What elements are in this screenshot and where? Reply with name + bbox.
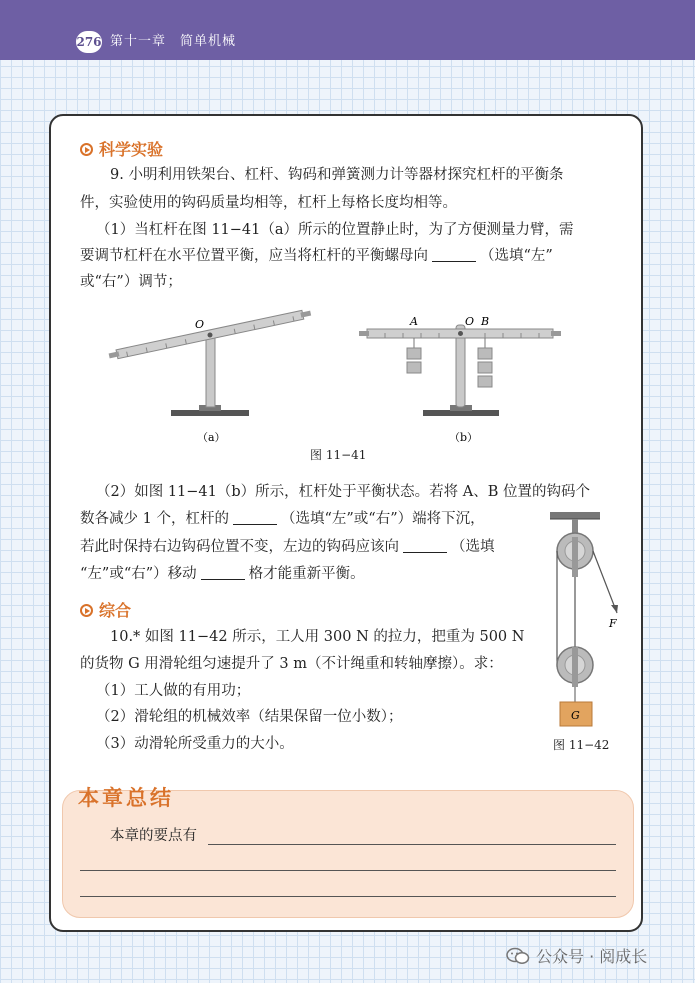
figure-11-42-caption: 图 11−42 — [553, 738, 610, 752]
part-2-line-1: （2）如图 11−41（b）所示，杠杆处于平衡状态。若将 A、B 位置的钩码个 — [96, 484, 591, 500]
caption-a: （a） — [197, 431, 226, 444]
question-9-line-2: 件，实验使用的钩码质量均相等，杠杆上每格长度均相等。 — [80, 195, 457, 211]
summary-answer-line-2[interactable] — [80, 870, 616, 871]
question-10-line-1: 10.* 如图 11−42 所示，工人用 300 N 的拉力，把重为 500 N — [110, 629, 525, 645]
part-2-text-e: “左”或“右”）移动 — [80, 566, 197, 582]
label-a: A — [410, 315, 418, 328]
play-circle-icon — [80, 604, 93, 617]
question-9-line-1: 9. 小明利用铁架台、杠杆、钩码和弹簧测力计等器材探究杠杆的平衡条 — [110, 167, 564, 183]
part-1-text-b: （选填“左” — [480, 248, 553, 264]
answer-blank[interactable] — [403, 538, 447, 553]
watermark-text: 公众号 · 阅成长 — [536, 947, 648, 966]
chapter-title: 第十一章 简单机械 — [110, 34, 237, 49]
figure-11-42 — [545, 507, 625, 732]
part-2-text-a: 数各减少 1 个，杠杆的 — [80, 511, 229, 527]
section-heading-comprehensive — [80, 601, 131, 621]
answer-blank[interactable] — [233, 510, 277, 525]
caption-b: （b） — [449, 431, 479, 444]
wechat-icon — [506, 947, 530, 965]
part-2-text-c: 若此时保持右边钩码位置不变，左边的钩码应该向 — [80, 539, 399, 555]
part-1-text-a: 要调节杠杆在水平位置平衡，应当将杠杆的平衡螺母向 — [80, 248, 428, 264]
page-number: 276 — [76, 31, 102, 53]
part-2-line-3 — [80, 537, 495, 557]
load-label-g: G — [571, 709, 580, 722]
answer-blank[interactable] — [201, 565, 245, 580]
figure-11-41 — [105, 305, 565, 450]
force-label-f: F — [609, 617, 617, 630]
watermark — [506, 944, 647, 967]
part-2-text-b: （选填“左”或“右”）端将下沉， — [280, 511, 485, 527]
part-1-line-3: 或“右”）调节； — [80, 274, 182, 290]
summary-answer-line-1[interactable] — [208, 844, 616, 845]
part-2-text-d: （选填 — [451, 539, 495, 555]
section-heading-experiment — [80, 140, 163, 160]
label-b: B — [481, 315, 490, 328]
label-o: O — [465, 315, 475, 328]
summary-answer-line-3[interactable] — [80, 896, 616, 897]
lever-b-diagram — [359, 315, 561, 444]
question-10-item-1: （1）工人做的有用功； — [96, 683, 251, 699]
question-10-item-3: （3）动滑轮所受重力的大小。 — [96, 736, 294, 752]
answer-blank[interactable] — [432, 247, 476, 262]
part-1-line-2 — [80, 246, 553, 266]
part-2-line-4 — [80, 564, 365, 584]
part-2-text-f: 格才能重新平衡。 — [248, 566, 365, 582]
section-title: 科学实验 — [99, 140, 164, 159]
play-circle-icon — [80, 143, 93, 156]
figure-11-41-caption: 图 11−41 — [310, 448, 367, 462]
summary-prompt: 本章的要点有 — [110, 828, 197, 844]
chapter-header — [0, 0, 695, 60]
question-10-item-2: （2）滑轮组的机械效率（结果保留一位小数）； — [96, 709, 403, 725]
part-2-line-2 — [80, 509, 485, 529]
lever-a-diagram — [108, 309, 311, 444]
pivot-label-o: O — [195, 318, 205, 331]
question-10-line-2: 的货物 G 用滑轮组匀速提升了 3 m（不计绳重和转轴摩擦）。求： — [80, 656, 503, 672]
section-title: 综合 — [99, 601, 132, 620]
summary-title: 本章总结 — [78, 786, 174, 810]
part-1-line-1: （1）当杠杆在图 11−41（a）所示的位置静止时，为了方便测量力臂，需 — [96, 222, 574, 238]
